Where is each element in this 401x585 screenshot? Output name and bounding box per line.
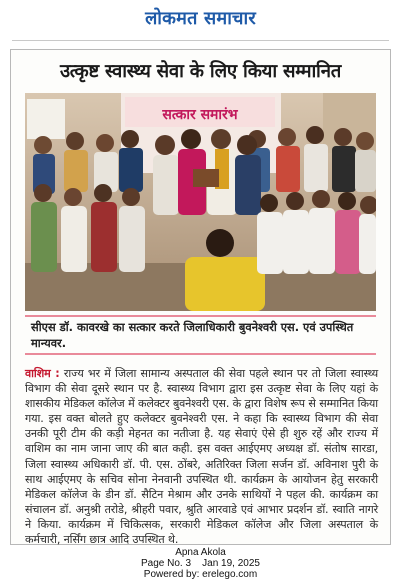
footer-publication: Apna Akola: [175, 547, 226, 558]
news-clipping: [10, 49, 391, 545]
photo-caption-box: [25, 315, 376, 355]
event-photo-illustration: [25, 93, 376, 311]
event-photo: [25, 93, 376, 311]
banner-text: सत्कार समारंभ: [162, 107, 238, 123]
footer-page-date: Page No. 3 Jan 19, 2025: [141, 558, 260, 569]
article-body-text: राज्य भर में जिला सामान्य अस्पताल की सेवा पहले स्थान पर तो जिला स्वास्थ्य विभाग की सेवा दूसरे स्थान पर है. स्वास्थ्य विभाग द्वारा इस उत्कृष्ट सेवा के लिए यहां के शासकीय मेडिकल कॉलेज में कलेक्टर बुवनेश्वरी एस. के द्वारा विशेष रूप से सम्मानित किया गया. इस वक्त बोलते हुए कलेक्टर बुवनेश्वरी एस. ने कहा कि स्वास्थ्य विभाग की सेवा उनकी पूरी टीम की कड़ी मेहनत का नतीजा है. यह सेवाएं ऐसे ही शुरु रहें और राज्य में वाशिम का नाम जाना जाए की बात कही. इस वक्त आईएमए अध्यक्ष डॉ. संतोष सारडा, जिला स्वास्थ्य अधिकारी डॉ. पी. एस. ठोंबरे, अतिरिक्त जिला सर्जन डॉ. अविनाश पुरी के साथ आईएमए के सचिव सोना नेनवानी उपस्थित थी. कार्यक्रम के आयोजन हेतु सरकारी मेडिकल कॉलेज के डीन डॉ. सैटिन मेश्राम और उनके साथियों ने पहल की. कार्यक्रम का संचालन डॉ. अनुश्री तरोडे, श्रीहरी पवार, श्रुति आरवाडे एवं आभार प्रदर्शन डॉ. स्वाति नागरे ने किया. कार्यक्रम में चिकित्सक, सरकारी मेडिकल कॉलेज और जिला अस्पताल के कर्मचारी, नर्सिंग छात्र आदि उपस्थित थे.: [25, 367, 378, 547]
footer-powered-by: Powered by: erelego.com: [143, 569, 258, 580]
article-headline: उत्कृष्ट स्वास्थ्य सेवा के लिए किया सम्मानित: [59, 61, 342, 82]
masthead-divider: [12, 40, 389, 41]
article-dateline: वाशिम :: [25, 367, 60, 380]
masthead-title: लोकमत समाचार: [145, 8, 256, 29]
photo-caption: सीएस डॉ. कावरखे का सत्कार करते जिलाधिकारी बुवनेश्वरी एस. एवं उपस्थित मान्यवर.: [31, 320, 354, 350]
article-body: [25, 366, 378, 547]
page-footer: [0, 547, 401, 580]
masthead: [0, 0, 401, 36]
